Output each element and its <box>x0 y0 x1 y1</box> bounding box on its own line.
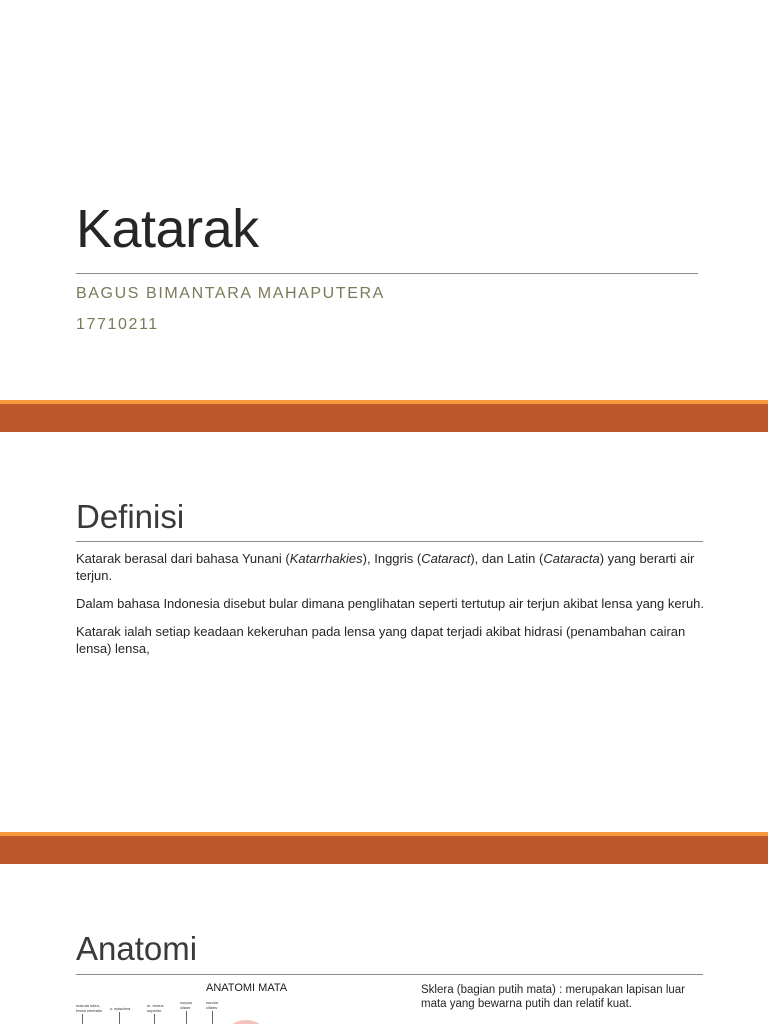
label-text: macula lutea, <box>76 1003 100 1008</box>
label-text: ciliare <box>180 1005 191 1010</box>
definition-paragraph-1 <box>76 550 706 584</box>
term-english: Cataract <box>421 551 471 566</box>
heading-divider <box>76 541 703 542</box>
slide-separator <box>0 832 768 864</box>
label-text: m. rectus <box>147 1003 164 1008</box>
leader-line <box>119 1012 120 1024</box>
leader-line <box>154 1014 155 1024</box>
text-run: Katarak berasal dari bahasa Yunani ( <box>76 551 290 566</box>
definition-paragraph-3: Katarak ialah setiap keadaan kekeruhan pada lensa yang dapat terjadi akibat hidrasi (penambahan cairan lensa) lensa, <box>76 624 686 656</box>
text-run: ), Inggris ( <box>362 551 422 566</box>
definition-body <box>76 550 706 668</box>
label-text: ciliaris <box>206 1005 218 1010</box>
slide-separator <box>0 400 768 432</box>
anatomy-description <box>421 983 696 1017</box>
anatomy-paragraph-1: Sklera (bagian putih mata) : merupakan lapisan luar mata yang bewarna putih dan relatif kuat. <box>421 984 686 1010</box>
slide-heading: Anatomi <box>76 930 198 967</box>
leader-line <box>212 1011 213 1024</box>
title-divider <box>76 273 698 274</box>
author-name: BAGUS BIMANTARA MAHAPUTERA <box>76 285 385 302</box>
label-corpus <box>180 1000 192 1010</box>
label-episclera: s. episclera <box>110 1006 131 1011</box>
eye-anatomy-diagram <box>76 976 406 1024</box>
definition-slide <box>0 432 768 832</box>
leader-line <box>186 1011 187 1024</box>
heading-divider <box>76 974 703 975</box>
text-run: ) yang berarti air terjun. <box>76 551 695 583</box>
text-run: ), dan Latin ( <box>470 551 544 566</box>
label-macula <box>76 1003 102 1013</box>
label-text: corpus <box>180 1000 193 1005</box>
label-rectus <box>147 1003 163 1013</box>
anatomy-slide <box>0 864 768 1024</box>
separator-accent <box>0 400 768 404</box>
title-slide <box>0 0 768 400</box>
definition-paragraph-2: Dalam bahasa Indonesia disebut bular dimana penglihatan seperti tertutup air terjun akibat lensa yang keruh. <box>76 596 705 611</box>
label-text: zonula <box>206 1000 218 1005</box>
slide-title: Katarak <box>76 199 259 259</box>
leader-line <box>82 1014 83 1024</box>
term-greek: Katarrhakies <box>289 551 363 566</box>
slide-heading: Definisi <box>76 498 185 535</box>
label-text: fovea centralis <box>76 1008 102 1013</box>
eye-illustration <box>226 1020 266 1024</box>
label-text: superior <box>147 1008 162 1013</box>
diagram-title: ANATOMI MATA <box>206 982 288 994</box>
student-id: 17710211 <box>76 316 159 333</box>
label-zonula <box>206 1000 218 1010</box>
term-latin: Cataracta <box>543 551 600 566</box>
separator-accent <box>0 832 768 836</box>
